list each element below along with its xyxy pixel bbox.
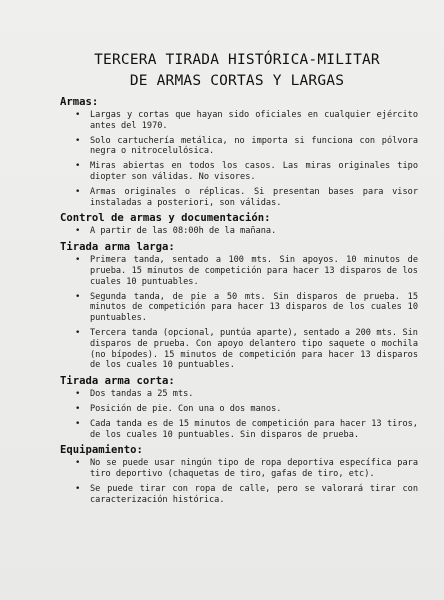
section-heading: Armas: [60,96,99,108]
list-item: • Se puede tirar con ropa de calle, pero se valorará tirar con caracterización histórica. [90,484,418,506]
title-line-2: DE ARMAS CORTAS Y LARGAS [129,73,345,89]
section-list [60,458,418,505]
list-item: • Largas y cortas que hayan sido oficiales en cualquier ejército antes del 1970. [90,110,418,132]
list-item: • Cada tanda es de 15 minutos de competición para hacer 13 tiros, de los cuales 10 puntuables. Sin disparos de prueba. [90,419,418,441]
list-item: • Miras abiertas en todos los casos. Las miras originales tipo diopter son válidas. No visores. [90,161,418,183]
list-item: • Armas originales o réplicas. Si presentan bases para visor instaladas a posteriori, son válidas. [90,187,418,209]
list-item: • No se puede usar ningún tipo de ropa deportiva específica para tiro deportivo (chaquetas de tiro, gafas de tiro, etc). [90,458,418,480]
list-item: • A partir de las 08:00h de la mañana. [90,226,418,237]
section-heading: Equipamiento: [60,444,143,457]
section-control [60,212,418,237]
list-item: • Primera tanda, sentado a 100 mts. Sin apoyos. 10 minutos de prueba. 15 minutos de competición para hacer 13 disparos de los cuales 10 puntuables. [90,255,418,287]
section-arma-corta [60,375,418,440]
section-heading: Tirada arma corta: [60,375,175,388]
section-list [60,255,418,371]
section-arma-larga [60,241,418,371]
title-line-1: TERCERA TIRADA HISTÓRICA-MILITAR [94,52,380,68]
list-item: • Solo cartuchería metálica, no importa si funciona con pólvora negra o nitrocelulósica. [90,136,418,158]
list-item: • Dos tandas a 25 mts. [90,389,418,400]
list-item: • Tercera tanda (opcional, puntúa aparte), sentado a 200 mts. Sin disparos de prueba. Con apoyo delantero tipo saquete o mochila (no bípodes). 15 minutos de competición para hacer 13 disparos de los cuales 10 puntuables. [90,328,418,371]
document-title [56,50,418,92]
section-equipamiento [60,444,418,505]
list-item: • Posición de pie. Con una o dos manos. [90,404,418,415]
list-item: • Segunda tanda, de pie a 50 mts. Sin disparos de prueba. 15 minutos de competición para hacer 13 disparos de los cuales 10 puntuables. [90,292,418,324]
section-armas [60,96,418,208]
section-list [60,226,418,237]
section-list [60,110,418,208]
section-heading: Tirada arma larga: [60,241,175,254]
section-heading: Control de armas y documentación: [60,212,271,225]
section-list [60,389,418,440]
